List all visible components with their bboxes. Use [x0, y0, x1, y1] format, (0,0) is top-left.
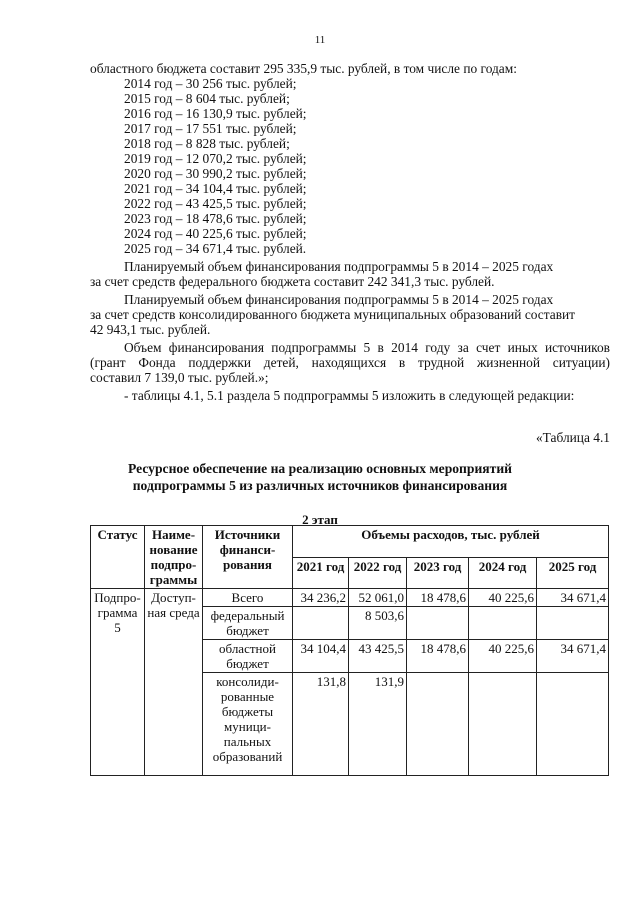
header-year: 2023 год	[407, 557, 469, 589]
cell-value: 18 478,6	[407, 640, 469, 673]
cell-source: Всего	[203, 589, 293, 607]
cell-value: 131,9	[349, 673, 407, 776]
year-item: 2016 год – 16 130,9 тыс. рублей;	[124, 106, 307, 121]
year-item: 2025 год – 34 671,4 тыс. рублей.	[124, 241, 307, 256]
cell-value: 34 671,4	[537, 589, 609, 607]
year-item: 2014 год – 30 256 тыс. рублей;	[124, 76, 297, 91]
cell-value: 40 225,6	[469, 589, 537, 607]
paragraph-line: (грант Фонда поддержки детей, находящихся в трудной жизненной ситуации)	[90, 355, 610, 370]
paragraph-line: составил 7 139,0 тыс. рублей.»;	[90, 370, 269, 385]
header-year: 2022 год	[349, 557, 407, 589]
cell-value: 34 236,2	[293, 589, 349, 607]
cell-value: 131,8	[293, 673, 349, 776]
cell-value	[293, 607, 349, 640]
paragraph-line: Планируемый объем финансирования подпрограммы 5 в 2014 – 2025 годах	[124, 292, 554, 307]
cell-value: 52 061,0	[349, 589, 407, 607]
table-row	[91, 589, 609, 607]
cell-name: Доступ-ная среда	[145, 589, 203, 776]
cell-value	[537, 673, 609, 776]
cell-value	[407, 673, 469, 776]
cell-status: Подпро-грамма 5	[91, 589, 145, 776]
cell-value: 43 425,5	[349, 640, 407, 673]
page-number: 11	[314, 34, 326, 46]
resource-table	[90, 525, 609, 776]
year-item: 2023 год – 18 478,6 тыс. рублей;	[124, 211, 307, 226]
cell-value: 34 104,4	[293, 640, 349, 673]
year-item: 2015 год – 8 604 тыс. рублей;	[124, 91, 290, 106]
paragraph-line: 42 943,1 тыс. рублей.	[90, 322, 211, 337]
paragraph-tables-instruction: - таблицы 4.1, 5.1 раздела 5 подпрограммы 5 изложить в следующей редакции:	[124, 388, 575, 403]
cell-value: 8 503,6	[349, 607, 407, 640]
header-year: 2025 год	[537, 557, 609, 589]
year-item: 2020 год – 30 990,2 тыс. рублей;	[124, 166, 307, 181]
paragraph-line: Объем финансирования подпрограммы 5 в 2014 году за счет иных источников	[124, 340, 610, 355]
header-year: 2024 год	[469, 557, 537, 589]
cell-value	[469, 607, 537, 640]
header-volumes: Объемы расходов, тыс. рублей	[293, 526, 609, 558]
year-item: 2021 год – 34 104,4 тыс. рублей;	[124, 181, 307, 196]
header-year: 2021 год	[293, 557, 349, 589]
table-title-line2: подпрограммы 5 из различных источников финансирования	[132, 478, 508, 493]
year-item: 2018 год – 8 828 тыс. рублей;	[124, 136, 290, 151]
cell-value: 40 225,6	[469, 640, 537, 673]
cell-source: консолиди-рованные бюджеты муници-пальных образований	[203, 673, 293, 776]
cell-source: областной бюджет	[203, 640, 293, 673]
cell-value	[537, 607, 609, 640]
cell-value: 18 478,6	[407, 589, 469, 607]
year-item: 2019 год – 12 070,2 тыс. рублей;	[124, 151, 307, 166]
cell-source: федеральный бюджет	[203, 607, 293, 640]
paragraph-line: за счет средств консолидированного бюджета муниципальных образований составит	[90, 307, 576, 322]
header-sources: Источники финанси-рования	[203, 526, 293, 589]
year-item: 2024 год – 40 225,6 тыс. рублей;	[124, 226, 307, 241]
table-caption: «Таблица 4.1	[535, 430, 610, 445]
cell-value	[469, 673, 537, 776]
cell-value: 34 671,4	[537, 640, 609, 673]
year-item: 2022 год – 43 425,5 тыс. рублей;	[124, 196, 307, 211]
year-item: 2017 год – 17 551 тыс. рублей;	[124, 121, 297, 136]
cell-value	[407, 607, 469, 640]
header-status: Статус	[91, 526, 145, 589]
stage-label: 2 этап	[302, 512, 338, 527]
header-name: Наиме-нование подпро-граммы	[145, 526, 203, 589]
intro-line: областного бюджета составит 295 335,9 тыс. рублей, в том числе по годам:	[90, 61, 517, 76]
paragraph-line: Планируемый объем финансирования подпрограммы 5 в 2014 – 2025 годах	[124, 259, 554, 274]
table-title-line1: Ресурсное обеспечение на реализацию основных мероприятий	[128, 461, 512, 476]
table-header-row	[91, 526, 609, 558]
paragraph-line: за счет средств федерального бюджета составит 242 341,3 тыс. рублей.	[90, 274, 495, 289]
